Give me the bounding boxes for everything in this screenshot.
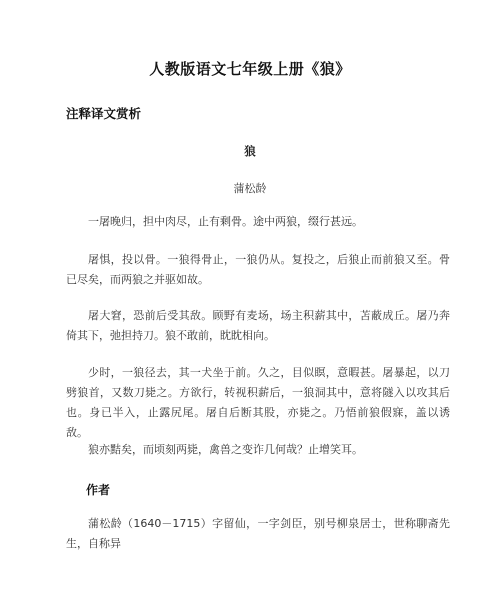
poem-author: 蒲松龄 <box>233 182 267 195</box>
author-bio: 蒲松龄（1640－1715）字留仙，一字剑臣，别号柳泉居士，世称聊斋先生，自称异 <box>66 517 450 550</box>
author-heading: 作者 <box>86 483 111 497</box>
document-title: 人教版语文七年级上册《狼》 <box>149 60 351 78</box>
poem-paragraph-3: 屠大窘，恐前后受其敌。顾野有麦场，场主积薪其中，苫蔽成丘。屠乃奔倚其下，弛担持刀。狼不敢前，眈眈相向。 <box>66 309 450 342</box>
poem-title: 狼 <box>244 144 256 158</box>
poem-paragraph-1: 一屠晚归，担中肉尽，止有剩骨。途中两狼，缀行甚远。 <box>88 215 363 228</box>
section-heading: 注释译文赏析 <box>66 106 142 121</box>
poem-paragraph-4: 少时，一狼径去，其一犬坐于前。久之，目似瞑，意暇甚。屠暴起，以刀劈狼首，又数刀毙之。方欲行，转视积薪后，一狼洞其中，意将隧入以攻其后也。身已半入，止露尻尾。屠自后断其股，亦毙之。乃悟前狼假寐，盖以诱敌。 <box>66 366 450 439</box>
poem-paragraph-5: 狼亦黠矣，而顷刻两毙，禽兽之变诈几何哉？止增笑耳。 <box>88 443 363 456</box>
poem-paragraph-2: 屠惧，投以骨。一狼得骨止，一狼仍从。复投之，后狼止而前狼又至。骨已尽矣，而两狼之并驱如故。 <box>66 253 450 286</box>
